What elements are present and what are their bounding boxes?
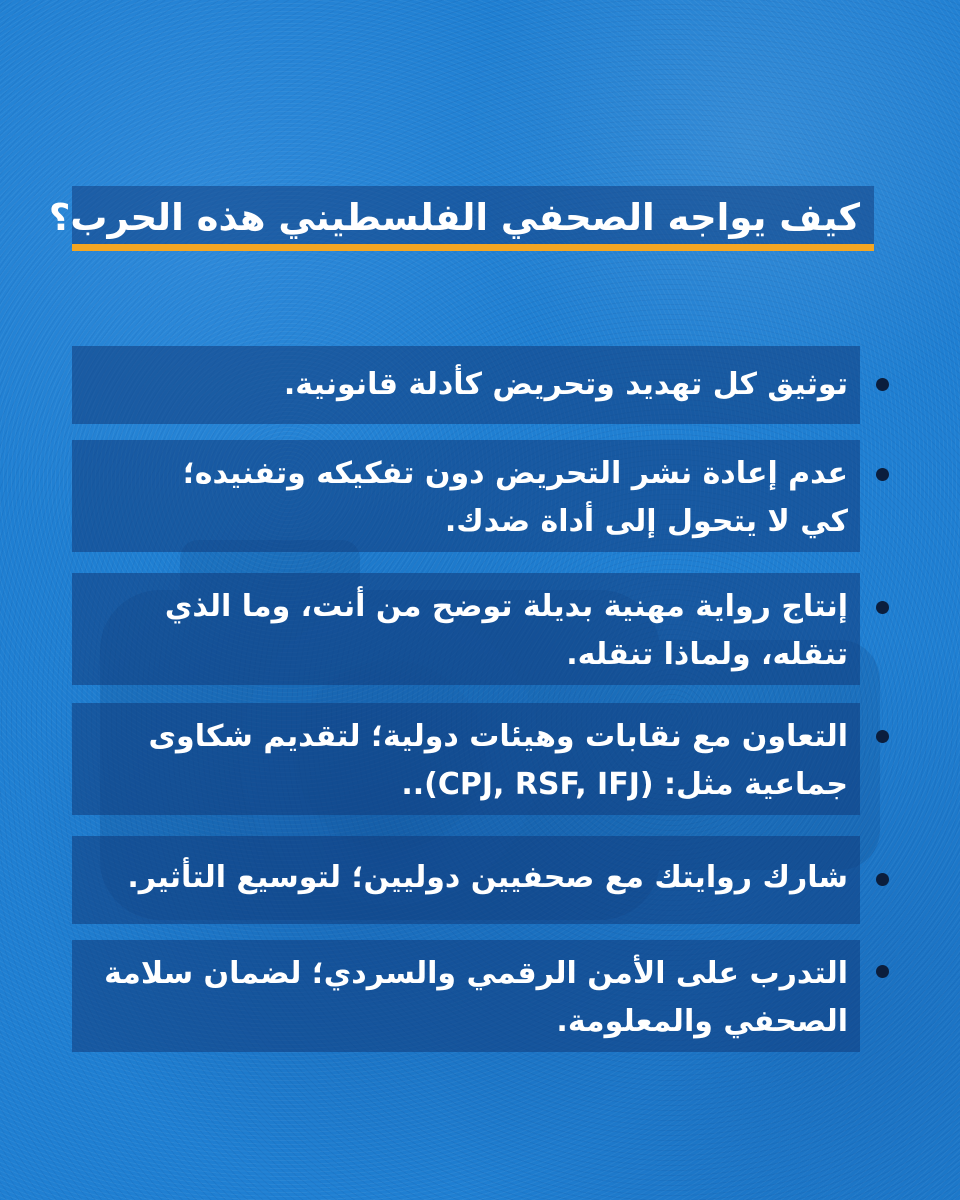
list-item-text: تنقله، ولماذا تنقله. xyxy=(566,637,848,672)
list-item xyxy=(72,573,860,685)
list-item-text: إنتاج رواية مهنية بديلة توضح من أنت، وما الذي xyxy=(164,589,848,624)
bullet-dot-icon xyxy=(876,601,889,614)
list-item-text: توثيق كل تهديد وتحريض كأدلة قانونية. xyxy=(283,367,848,402)
title-banner xyxy=(48,186,874,264)
list-item-text: جماعية مثل: (CPJ, RSF, IFJ).. xyxy=(401,767,848,802)
list-item-text: عدم إعادة نشر التحريض دون تفكيكه وتفنيده؛ xyxy=(182,456,848,491)
list-item-text: التدرب على الأمن الرقمي والسردي؛ لضمان سلامة xyxy=(104,956,848,991)
bullet-dot-icon xyxy=(876,965,889,978)
title-underline xyxy=(72,244,874,251)
list-item xyxy=(72,940,860,1052)
list-item xyxy=(72,836,860,924)
page-title: كيف يواجه الصحفي الفلسطيني هذه الحرب؟ xyxy=(48,196,860,239)
list-item-text: الصحفي والمعلومة. xyxy=(556,1004,848,1039)
bullet-dot-icon xyxy=(876,378,889,391)
bullet-dot-icon xyxy=(876,468,889,481)
list-item xyxy=(72,346,860,424)
bullet-dot-icon xyxy=(876,730,889,743)
list-item-text: كي لا يتحول إلى أداة ضدك. xyxy=(444,504,848,539)
list-item xyxy=(72,703,860,815)
bullet-dot-icon xyxy=(876,873,889,886)
list-item-text: التعاون مع نقابات وهيئات دولية؛ لتقديم شكاوى xyxy=(148,719,848,754)
list-item xyxy=(72,440,860,552)
list-item-text: شارك روايتك مع صحفيين دوليين؛ لتوسيع التأثير. xyxy=(127,860,848,895)
